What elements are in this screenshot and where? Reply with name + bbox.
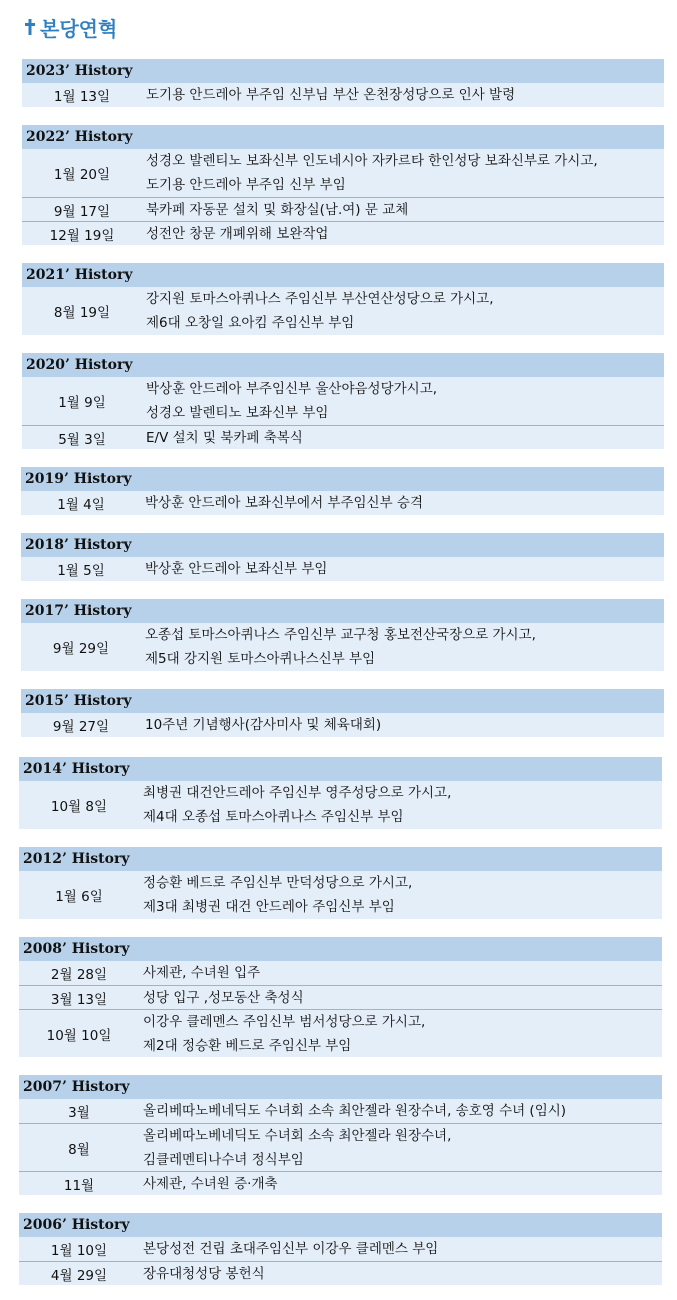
event-description <box>141 713 664 737</box>
history-row <box>19 1171 662 1195</box>
event-description-line: 최병권 대건안드레아 주임신부 영주성당으로 가시고, <box>143 785 452 801</box>
event-date: 10월 10일 <box>46 1027 112 1044</box>
history-row <box>22 221 664 245</box>
history-row <box>21 623 664 671</box>
event-date: 1월 4일 <box>57 497 105 513</box>
event-description <box>141 623 664 671</box>
event-description <box>139 1172 662 1196</box>
event-description-line: 제6대 오창일 요아킴 주임신부 부임 <box>146 315 355 331</box>
history-row <box>19 1099 662 1123</box>
history-section <box>21 599 664 671</box>
event-description-line: 올리베따노베네딕도 수녀회 소속 최안젤라 원장수녀, 송호영 수녀 (임시) <box>143 1103 567 1119</box>
history-row <box>21 713 664 737</box>
section-year-heading: 2023’ History <box>22 59 664 83</box>
event-description-line: 정승환 베드로 주임신부 만덕성당으로 가시고, <box>143 875 413 891</box>
event-description-line: 김클레멘티나수녀 정식부임 <box>143 1151 304 1168</box>
event-description-line: 성전안 창문 개폐위해 보완작업 <box>146 225 329 242</box>
event-description-line: 성경오 발렌티노 보좌신부 인도네시아 자카르타 한인성당 보좌신부로 가시고, <box>146 153 598 169</box>
event-description-line: 박상훈 안드레아 부주임신부 울산야음성당가시고, <box>146 381 438 397</box>
section-year-heading: 2019’ History <box>21 467 664 491</box>
event-description-line: 북카페 자동문 설치 및 화장실(남.여) 문 교체 <box>146 201 409 218</box>
history-section <box>19 1213 662 1285</box>
section-year-heading: 2008’ History <box>19 937 662 961</box>
event-description-line: 제3대 최병권 대건 안드레아 주임신부 부임 <box>143 899 395 915</box>
section-year-heading: 2021’ History <box>22 263 664 287</box>
event-description <box>142 198 664 222</box>
history-section <box>19 757 662 829</box>
history-section <box>22 263 664 335</box>
history-section <box>22 59 664 107</box>
history-section <box>19 1075 662 1195</box>
event-description <box>139 1099 662 1123</box>
event-description <box>139 871 662 919</box>
event-date: 1월 6일 <box>55 889 103 905</box>
event-description-line: 10주년 기념행사(감사미사 및 체육대회) <box>145 717 382 733</box>
history-section <box>22 125 664 245</box>
event-description-line: 장유대청성당 봉헌식 <box>143 1265 265 1282</box>
history-row <box>19 871 662 919</box>
event-description <box>142 287 664 335</box>
history-row <box>19 1237 662 1261</box>
section-year-heading: 2012’ History <box>19 847 662 871</box>
cross-icon <box>24 18 36 36</box>
event-date: 12월 19일 <box>49 227 115 244</box>
section-year-heading: 2015’ History <box>21 689 664 713</box>
event-date: 9월 27일 <box>52 719 110 735</box>
event-description <box>142 377 664 425</box>
event-date: 3월 <box>68 1105 90 1121</box>
event-date: 1월 20일 <box>53 167 111 183</box>
event-description <box>139 781 662 829</box>
event-description <box>142 83 664 107</box>
event-description <box>139 1010 662 1058</box>
history-row <box>22 377 664 425</box>
event-description-line: 도기용 안드레아 부주임 신부 부임 <box>146 177 346 193</box>
section-year-heading: 2020’ History <box>22 353 664 377</box>
event-description-line: 올리베따노베네딕도 수녀회 소속 최안젤라 원장수녀, <box>143 1127 452 1144</box>
page-title-text: 본당연혁 <box>40 16 118 41</box>
event-date: 1월 9일 <box>58 395 106 411</box>
event-description-line: E/V 설치 및 북카페 축복식 <box>146 429 303 446</box>
history-row <box>19 1009 662 1057</box>
event-description-line: 제2대 정승환 베드로 주임신부 부임 <box>143 1037 352 1054</box>
event-description-line: 성경오 발렌티노 보좌신부 부임 <box>146 405 329 421</box>
history-section <box>19 847 662 919</box>
history-section <box>21 533 664 581</box>
event-description <box>139 1237 662 1261</box>
event-description-line: 사제관, 수녀원 입주 <box>143 965 261 981</box>
history-row <box>22 287 664 335</box>
event-date: 1월 10일 <box>50 1243 108 1259</box>
history-section <box>22 353 664 449</box>
history-section <box>21 467 664 515</box>
history-row <box>19 961 662 985</box>
event-date: 10월 8일 <box>50 799 108 815</box>
history-section <box>19 937 662 1057</box>
event-description <box>142 426 664 450</box>
event-description <box>142 149 664 197</box>
history-row <box>19 1261 662 1285</box>
history-row <box>21 491 664 515</box>
history-row <box>21 557 664 581</box>
event-date: 11월 <box>63 1177 95 1194</box>
event-date: 4월 29일 <box>50 1267 108 1284</box>
history-row <box>19 1123 662 1171</box>
history-row <box>19 985 662 1009</box>
section-year-heading: 2006’ History <box>19 1213 662 1237</box>
event-description <box>139 1262 662 1286</box>
section-year-heading: 2007’ History <box>19 1075 662 1099</box>
event-description-line: 오종섭 토마스아퀴나스 주임신부 교구청 홍보전산국장으로 가시고, <box>145 627 536 643</box>
event-description-line: 도기용 안드레아 부주임 신부님 부산 온천장성당으로 인사 발령 <box>146 87 516 103</box>
event-date: 9월 17일 <box>53 203 111 220</box>
event-date: 3월 13일 <box>50 991 108 1008</box>
event-description <box>139 986 662 1010</box>
event-date: 2월 28일 <box>50 967 108 983</box>
event-date: 1월 13일 <box>53 89 111 105</box>
event-description-line: 이강우 클레멘스 주임신부 범서성당으로 가시고, <box>143 1013 426 1030</box>
section-year-heading: 2022’ History <box>22 125 664 149</box>
event-description <box>139 1124 662 1172</box>
section-year-heading: 2018’ History <box>21 533 664 557</box>
event-description-line: 강지원 토마스아퀴나스 주임신부 부산연산성당으로 가시고, <box>146 291 494 307</box>
event-description-line: 박상훈 안드레아 보좌신부 부임 <box>145 561 328 577</box>
history-row <box>22 83 664 107</box>
event-description-line: 제5대 강지원 토마스아퀴나스신부 부임 <box>145 651 376 667</box>
event-description-line: 박상훈 안드레아 보좌신부에서 부주임신부 승격 <box>145 495 423 511</box>
event-description-line: 성당 입구 ,성모동산 축성식 <box>143 989 304 1006</box>
history-row <box>19 781 662 829</box>
event-description <box>141 491 664 515</box>
event-date: 9월 29일 <box>52 641 110 657</box>
history-row <box>22 425 664 449</box>
history-row <box>22 149 664 197</box>
section-year-heading: 2014’ History <box>19 757 662 781</box>
event-description <box>141 557 664 581</box>
event-date: 1월 5일 <box>57 563 105 579</box>
event-date: 8월 <box>68 1141 90 1158</box>
event-description-line: 사제관, 수녀원 증·개축 <box>143 1175 278 1192</box>
event-description-line: 본당성전 건립 초대주임신부 이강우 클레멘스 부임 <box>143 1241 439 1257</box>
page-title <box>24 10 117 44</box>
event-description <box>142 222 664 246</box>
history-section <box>21 689 664 737</box>
event-description-line: 제4대 오종섭 토마스아퀴나스 주임신부 부임 <box>143 809 404 825</box>
event-date: 8월 19일 <box>53 305 111 321</box>
history-row <box>22 197 664 221</box>
section-year-heading: 2017’ History <box>21 599 664 623</box>
event-description <box>139 961 662 985</box>
event-date: 5월 3일 <box>58 431 106 448</box>
